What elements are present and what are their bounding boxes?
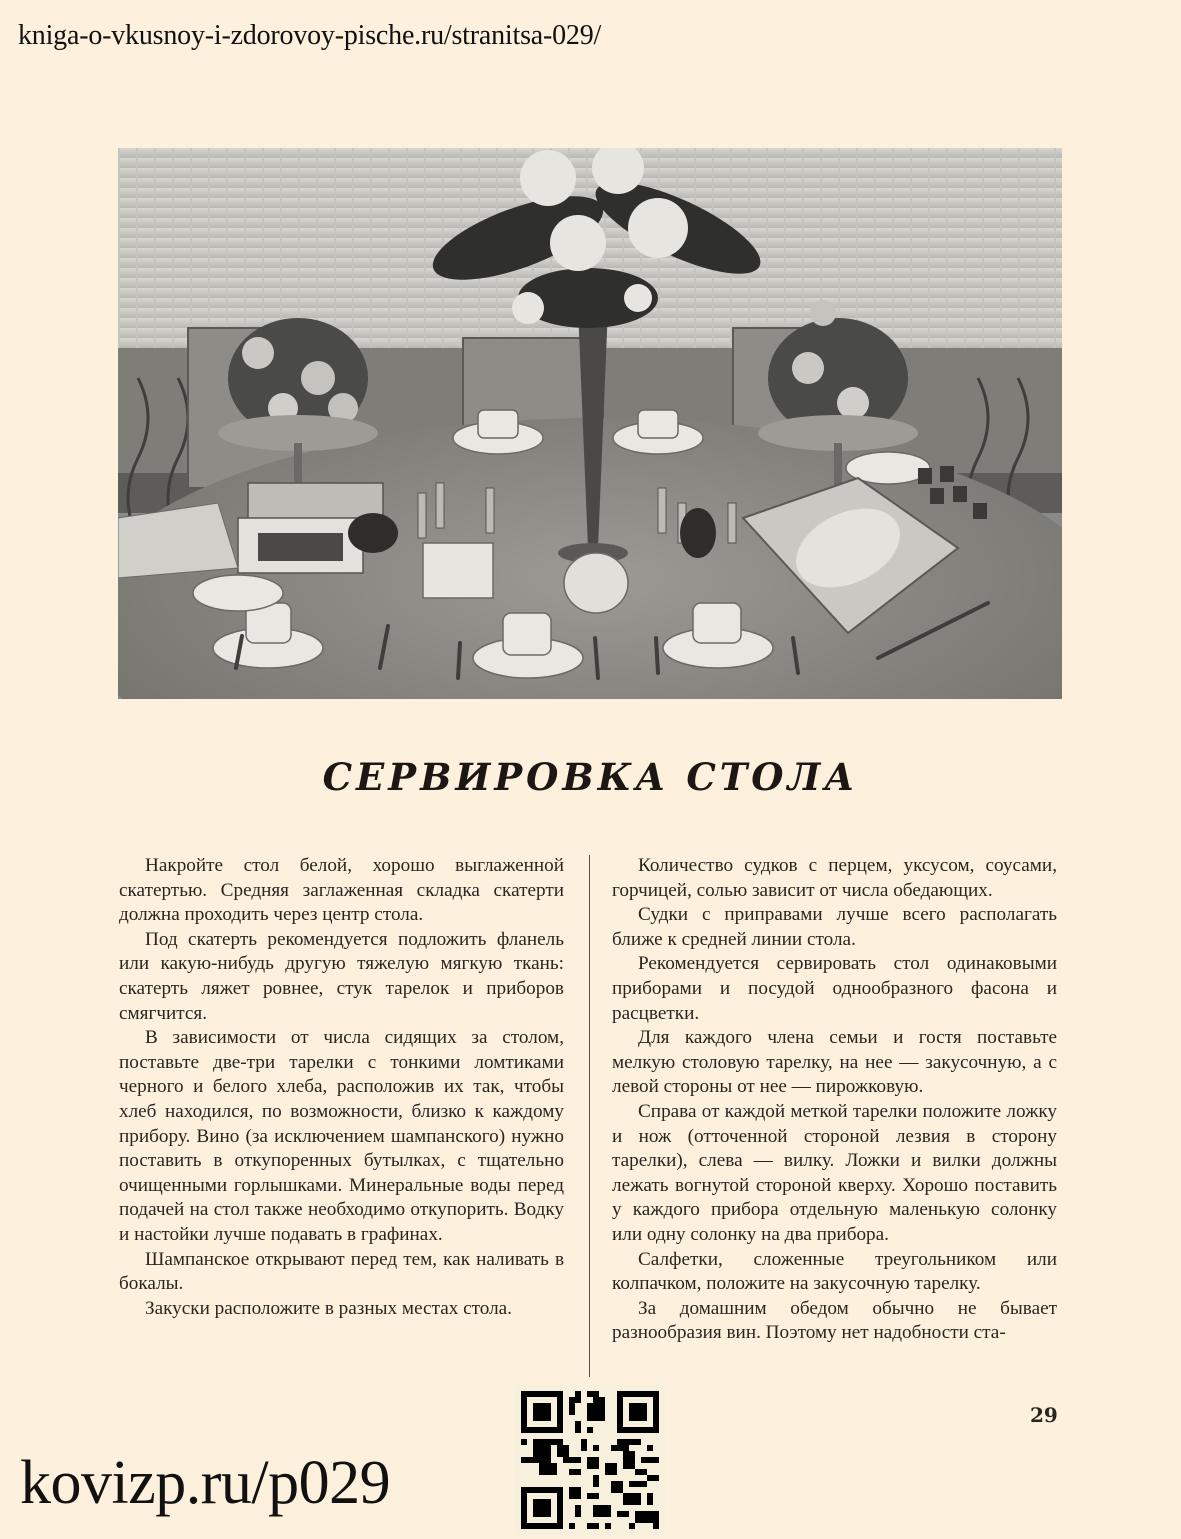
left-column: [119, 854, 564, 1321]
page-number: 29: [1030, 1403, 1058, 1427]
paragraph: Количество судков с перцем, уксусом, соусами, горчицей, солью зависит от числа обедающих.: [612, 855, 1057, 901]
paragraph: Справа от каждой меткой тарелки положите ложку и нож (отточенной стороной лезвия в сторону тарелки), слева — вилку. Ложки и вилки должны лежать вогнутой стороной кверху. Хорошо поставить у каждого прибора отдельную маленькую солонку или одну солонку на два прибора.: [612, 1100, 1057, 1245]
paragraph: В зависимости от числа сидящих за столом, поставьте две-три тарелки с тонкими ломтиками черного и белого хлеба, расположив их так, чтобы хлеб находился, по возможности, близко к каждому прибору. Вино (за исключением шампанского) нужно поставить в откупоренных бутылках, с тщательно очищенными горлышками. Минеральные воды перед подачей на стол также необходимо откупорить. Водку и настойки лучше подавать в графинах.: [119, 1027, 564, 1245]
right-column: [612, 854, 1057, 1346]
paragraph: Шампанское открывают перед тем, как наливать в бокалы.: [119, 1248, 564, 1295]
paragraph: Под скатерть рекомендуется подложить фланель или какую-нибудь другую тяжелую мягкую ткань: скатерть ляжет ровнее, стук тарелок и приборов смягчится.: [119, 928, 564, 1024]
paragraph: Для каждого члена семьи и гостя поставьте мелкую столовую тарелку, на нее — закусочную, а с левой стороны от нее — пирожковую.: [612, 1027, 1057, 1098]
paragraph: За домашним обедом обычно не бывает разнообразия вин. Поэтому нет надобности ста-: [612, 1297, 1057, 1344]
source-url[interactable]: kniga-o-vkusnoy-i-zdorovoy-pische.ru/stranitsa-029/: [18, 20, 602, 51]
paragraph: Рекомендуется сервировать стол одинаковыми приборами и посудой однообразного фасона и расцветки.: [612, 953, 1057, 1024]
qr-code-graphic: [515, 1385, 665, 1535]
article-title: СЕРВИРОВКА СТОЛА: [322, 755, 859, 799]
short-url[interactable]: kovizp.ru/p029: [20, 1449, 391, 1517]
qr-code-icon[interactable]: [515, 1385, 665, 1535]
paragraph: Салфетки, сложенные треугольником или колпачком, положите на закусочную тарелку.: [612, 1248, 1057, 1295]
table-setting-photo: [118, 148, 1062, 699]
paragraph: Судки с приправами лучше всего располагать ближе к средней линии стола.: [612, 904, 1057, 950]
photo-illustration: [118, 148, 1062, 699]
paragraph: Закуски расположите в разных местах стола.: [145, 1297, 512, 1319]
paragraph: Накройте стол белой, хорошо выглаженной скатертью. Средняя заглаженная складка скатерти должна проходить через центр стола.: [119, 855, 564, 926]
column-divider: [589, 855, 590, 1377]
